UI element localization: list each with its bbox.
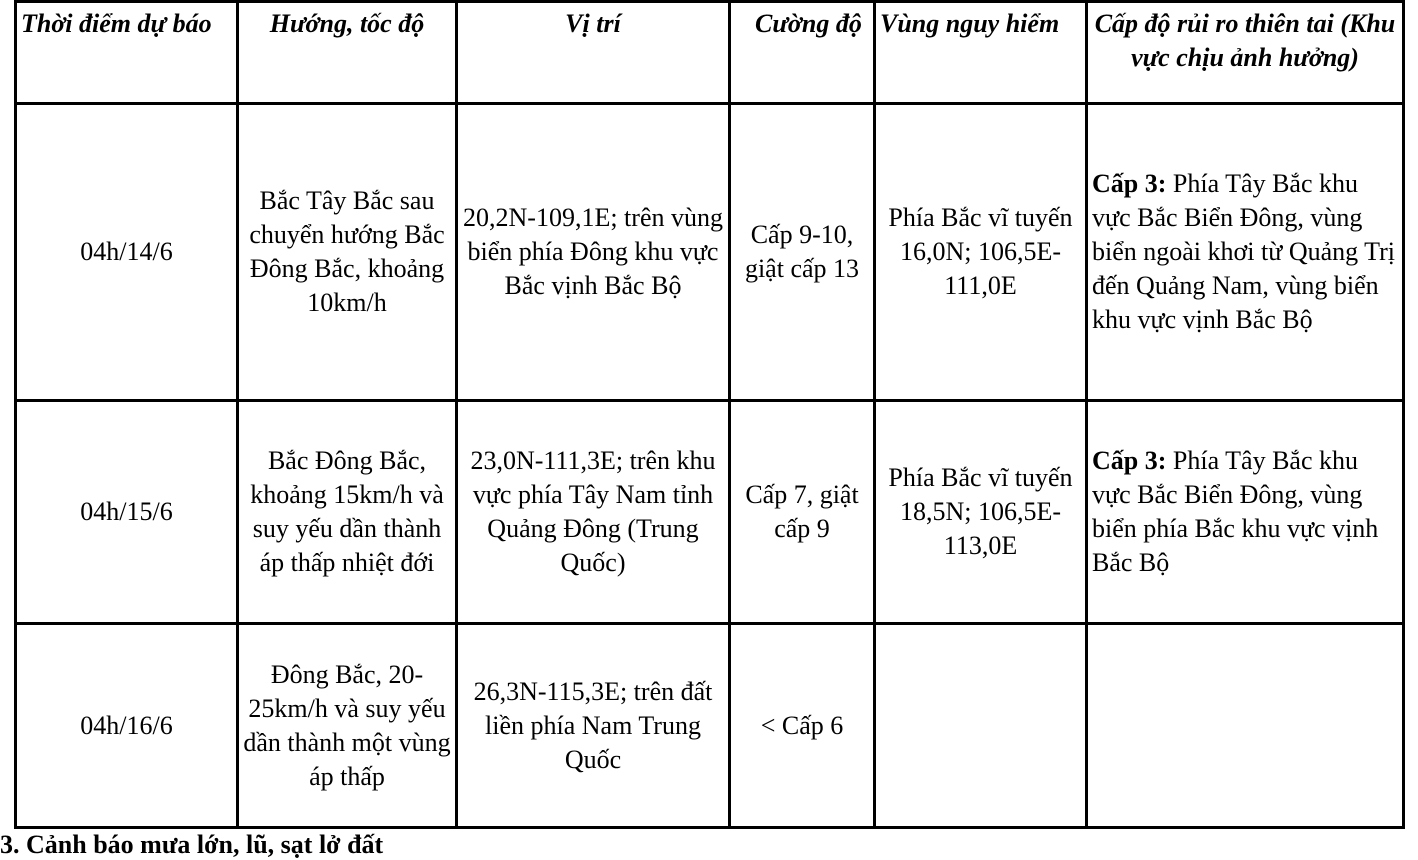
cell-danger-zone: Phía Bắc vĩ tuyến 16,0N; 106,5E-111,0E [875,104,1087,401]
cell-direction-speed: Bắc Tây Bắc sau chuyển hướng Bắc Đông Bắc, khoảng 10km/h [238,104,457,401]
table-row [16,401,1404,624]
cell-time: 04h/16/6 [16,624,238,828]
forecast-table [14,0,1405,829]
section-heading-partial: 3. Cảnh báo mưa lớn, lũ, sạt lở đất [0,830,384,859]
cell-position: 26,3N-115,3E; trên đất liền phía Nam Trung Quốc [457,624,730,828]
header-position: Vị trí [457,2,730,104]
table-row [16,624,1404,828]
table-row [16,104,1404,401]
cell-danger-zone [875,624,1087,828]
header-direction-speed: Hướng, tốc độ [238,2,457,104]
cell-intensity: < Cấp 6 [730,624,875,828]
cell-direction-speed: Đông Bắc, 20-25km/h và suy yếu dần thành một vùng áp thấp [238,624,457,828]
header-risk-level: Cấp độ rủi ro thiên tai (Khu vực chịu ảnh hưởng) [1087,2,1404,104]
header-intensity: Cường độ [730,2,875,104]
cell-time: 04h/15/6 [16,401,238,624]
header-forecast-time: Thời điểm dự báo [16,2,238,104]
cell-position: 23,0N-111,3E; trên khu vực phía Tây Nam tỉnh Quảng Đông (Trung Quốc) [457,401,730,624]
risk-level-label: Cấp 3: [1092,446,1167,475]
risk-area-text: Phía Tây Bắc khu vực Bắc Biển Đông, vùng biển phía Bắc khu vực vịnh Bắc Bộ [1092,446,1379,577]
cell-position: 20,2N-109,1E; trên vùng biển phía Đông khu vực Bắc vịnh Bắc Bộ [457,104,730,401]
risk-level-label: Cấp 3: [1092,169,1167,198]
cell-risk [1087,401,1404,624]
header-danger-zone: Vùng nguy hiểm [875,2,1087,104]
cell-direction-speed: Bắc Đông Bắc, khoảng 15km/h và suy yếu dần thành áp thấp nhiệt đới [238,401,457,624]
table-header-row [16,2,1404,104]
cell-risk [1087,104,1404,401]
cell-danger-zone: Phía Bắc vĩ tuyến 18,5N; 106,5E-113,0E [875,401,1087,624]
cell-intensity: Cấp 9-10, giật cấp 13 [730,104,875,401]
cell-risk [1087,624,1404,828]
cell-time: 04h/14/6 [16,104,238,401]
risk-area-text: Phía Tây Bắc khu vực Bắc Biển Đông, vùng biển ngoài khơi từ Quảng Trị đến Quảng Nam, vùng biển khu vực vịnh Bắc Bộ [1092,169,1396,334]
cell-intensity: Cấp 7, giật cấp 9 [730,401,875,624]
